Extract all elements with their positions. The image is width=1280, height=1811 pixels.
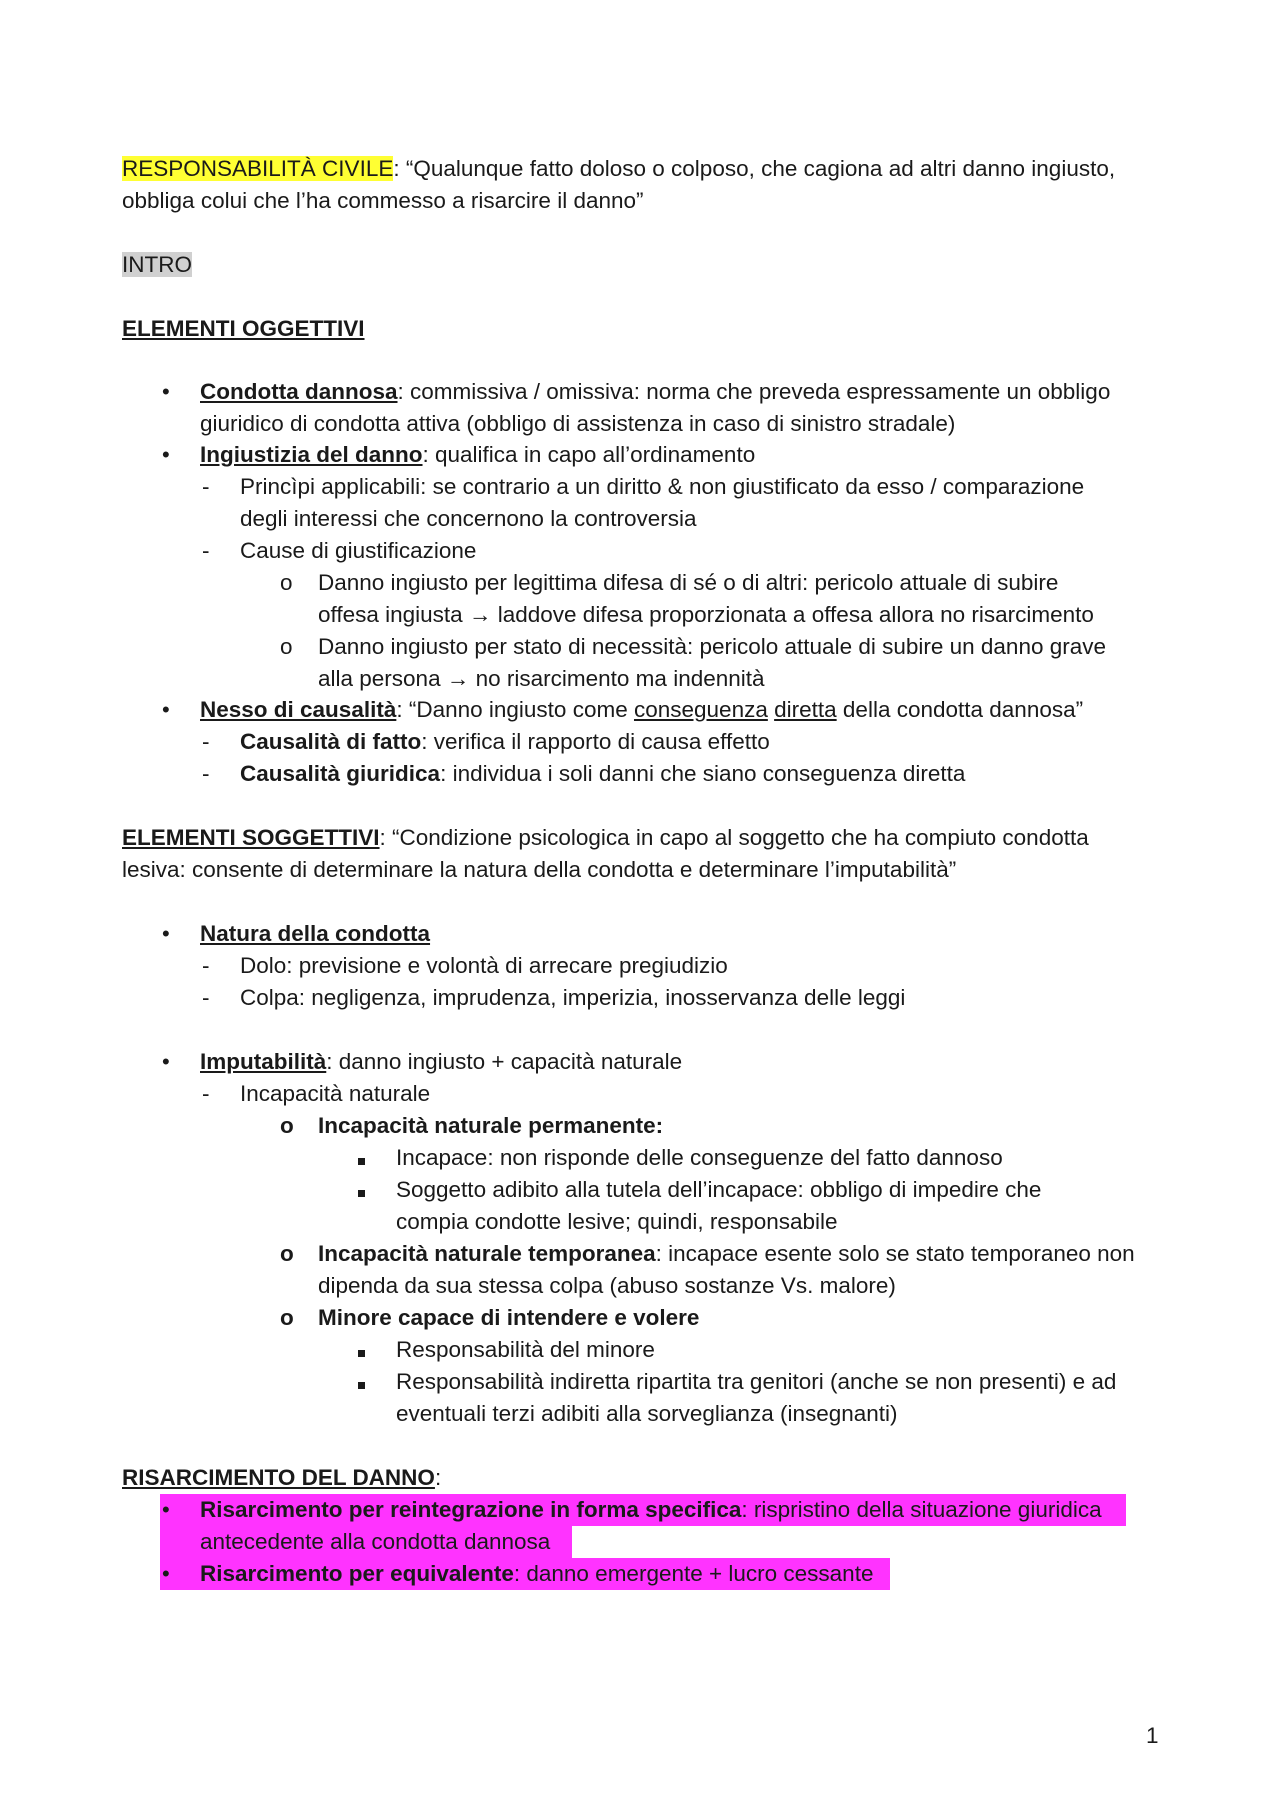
natura-term: Natura della condotta (200, 921, 431, 946)
bullet-dot-icon: • (162, 1497, 170, 1522)
nesso-line (200, 694, 1083, 726)
minore-term: Minore capace di intendere e volere (318, 1305, 700, 1330)
arrow-right-icon: → (468, 602, 492, 627)
risarcimento-heading-text: RISARCIMENTO DEL DANNO (122, 1465, 435, 1490)
resp-minore-line: Responsabilità del minore (396, 1337, 655, 1362)
title-quote-1: “Qualunque fatto doloso o colposo, che cagiona ad altri danno ingiusto, (405, 156, 1116, 181)
incapacita-line: Incapacità naturale (240, 1081, 431, 1106)
legittima-text-b: laddove difesa proporzionata a offesa allora no risarcimento (497, 602, 1094, 627)
resp-indiretta-line-2: eventuali terzi adibiti alla sorveglianza (insegnanti) (396, 1401, 898, 1426)
necessita-text-a: alla persona (318, 666, 441, 691)
necessita-text-b: no risarcimento ma indennità (475, 666, 765, 691)
circle-bullet-icon: o (280, 1305, 294, 1330)
necessita-line-1: Danno ingiusto per stato di necessità: pericolo attuale di subire un danno grave (318, 634, 1107, 659)
equivalente-term: Risarcimento per equivalente (200, 1561, 514, 1586)
fatto-text: : verifica il rapporto di causa effetto (421, 729, 770, 754)
soggetto-line-2: compia condotte lesive; quindi, responsabile (396, 1209, 838, 1234)
incapace-line: Incapace: non risponde delle conseguenze del fatto dannoso (396, 1145, 1003, 1170)
title-label: RESPONSABILITÀ CIVILE (122, 156, 394, 181)
legittima-line-1: Danno ingiusto per legittima difesa di sé o di altri: pericolo attuale di subire (318, 570, 1059, 595)
legittima-line-2 (318, 599, 1094, 631)
soggettivi-heading: ELEMENTI SOGGETTIVI (122, 825, 380, 850)
specifica-text-1: : rispristino della situazione giuridica (741, 1497, 1102, 1522)
imput-text: : danno ingiusto + capacità naturale (326, 1049, 683, 1074)
ingiustizia-text: : qualifica in capo all’ordinamento (422, 442, 756, 467)
oggettivi-heading-text: ELEMENTI OGGETTIVI (122, 316, 365, 341)
dash-icon: - (202, 1081, 210, 1106)
intro-line (122, 249, 192, 281)
dolo-line: Dolo: previsione e volontà di arrecare pregiudizio (240, 953, 728, 978)
square-bullet-icon (358, 1366, 365, 1398)
risarcimento-heading (122, 1462, 441, 1494)
giuridica-line (240, 758, 965, 790)
nesso-term: Nesso di causalità (200, 697, 397, 722)
fatto-line (240, 726, 770, 758)
soggettivi-line-1 (122, 822, 1089, 854)
page-number: 1 (1146, 1723, 1159, 1748)
principi-line-2: degli interessi che concernono la controversia (240, 506, 697, 531)
arrow-right-icon: → (446, 666, 470, 691)
colpa-line: Colpa: negligenza, imprudenza, imperizia, inosservanza delle leggi (240, 985, 906, 1010)
specifica-line-1 (200, 1494, 1102, 1526)
soggettivi-line-2: lesiva: consente di determinare la natura della condotta e determinare l’imputabilità” (122, 857, 957, 882)
soggettivi-text-1: : “Condizione psicologica in capo al soggetto che ha compiuto condotta (379, 825, 1089, 850)
ingiustizia-line (200, 439, 755, 471)
resp-indiretta-line-1: Responsabilità indiretta ripartita tra genitori (anche se non presenti) e ad (396, 1369, 1117, 1394)
specifica-line-2: antecedente alla condotta dannosa (200, 1529, 551, 1554)
square-bullet-icon (358, 1142, 365, 1174)
dash-icon: - (202, 761, 210, 786)
title-line-2: obbliga colui che l’ha commesso a risarcire il danno” (122, 188, 644, 213)
fatto-term: Causalità di fatto (240, 729, 422, 754)
condotta-text-1: : commissiva / omissiva: norma che preveda espressamente un obbligo (397, 379, 1111, 404)
equivalente-text: : danno emergente + lucro cessante (513, 1561, 874, 1586)
nesso-text-a: : “Danno ingiusto come (396, 697, 628, 722)
minore-line (318, 1302, 699, 1334)
dash-icon: - (202, 538, 210, 563)
permanente-line (318, 1110, 663, 1142)
giuridica-text: : individua i soli danni che siano conseguenza diretta (440, 761, 966, 786)
giuridica-term: Causalità giuridica (240, 761, 441, 786)
square-bullet-icon (358, 1334, 365, 1366)
circle-bullet-icon: o (280, 570, 293, 595)
temporanea-term: Incapacità naturale temporanea (318, 1241, 656, 1266)
circle-bullet-icon: o (280, 1241, 294, 1266)
condotta-line-1 (200, 376, 1110, 408)
nesso-text-b: della condotta dannosa” (842, 697, 1084, 722)
title-line-1: RESPONSABILITÀ CIVILE: “Qualunque fatto doloso o colposo, che cagiona ad altri danno ingiusto, (122, 156, 1116, 181)
natura-line (200, 918, 430, 950)
circle-bullet-icon: o (280, 1113, 294, 1138)
bullet-dot-icon: • (162, 442, 170, 467)
necessita-line-2 (318, 663, 765, 695)
bullet-dot-icon: • (162, 921, 170, 946)
bullet-dot-icon: • (162, 1049, 170, 1074)
temporanea-line-1 (318, 1238, 1135, 1270)
square-bullet-icon (358, 1174, 365, 1206)
temporanea-line-2: dipenda da sua stessa colpa (abuso sostanze Vs. malore) (318, 1273, 896, 1298)
cause-line: Cause di giustificazione (240, 538, 477, 563)
condotta-term: Condotta dannosa (200, 379, 398, 404)
equivalente-line (200, 1558, 873, 1590)
dash-icon: - (202, 474, 210, 499)
intro-label: INTRO (122, 252, 192, 277)
bullet-dot-icon: • (162, 1561, 170, 1586)
imput-term: Imputabilità (200, 1049, 327, 1074)
imput-line (200, 1046, 682, 1078)
circle-bullet-icon: o (280, 634, 293, 659)
dash-icon: - (202, 953, 210, 978)
ingiustizia-term: Ingiustizia del danno (200, 442, 423, 467)
legittima-text-a: offesa ingiusta (318, 602, 463, 627)
nesso-diretta: diretta (774, 697, 837, 722)
specifica-term: Risarcimento per reintegrazione in forma specifica (200, 1497, 742, 1522)
bullet-dot-icon: • (162, 697, 170, 722)
bullet-dot-icon: • (162, 379, 170, 404)
dash-icon: - (202, 729, 210, 754)
condotta-line-2: giuridico di condotta attiva (obbligo di assistenza in caso di sinistro stradale) (200, 411, 956, 436)
oggettivi-heading (122, 313, 365, 345)
nesso-conseguenza: conseguenza (633, 697, 768, 722)
temporanea-text-1: : incapace esente solo se stato temporaneo non (655, 1241, 1135, 1266)
permanente-term: Incapacità naturale permanente: (318, 1113, 664, 1138)
risarcimento-colon: : (434, 1465, 442, 1490)
principi-line-1: Princìpi applicabili: se contrario a un diritto & non giustificato da esso / comparazione (240, 474, 1085, 499)
dash-icon: - (202, 985, 210, 1010)
soggetto-line-1: Soggetto adibito alla tutela dell’incapace: obbligo di impedire che (396, 1177, 1042, 1202)
